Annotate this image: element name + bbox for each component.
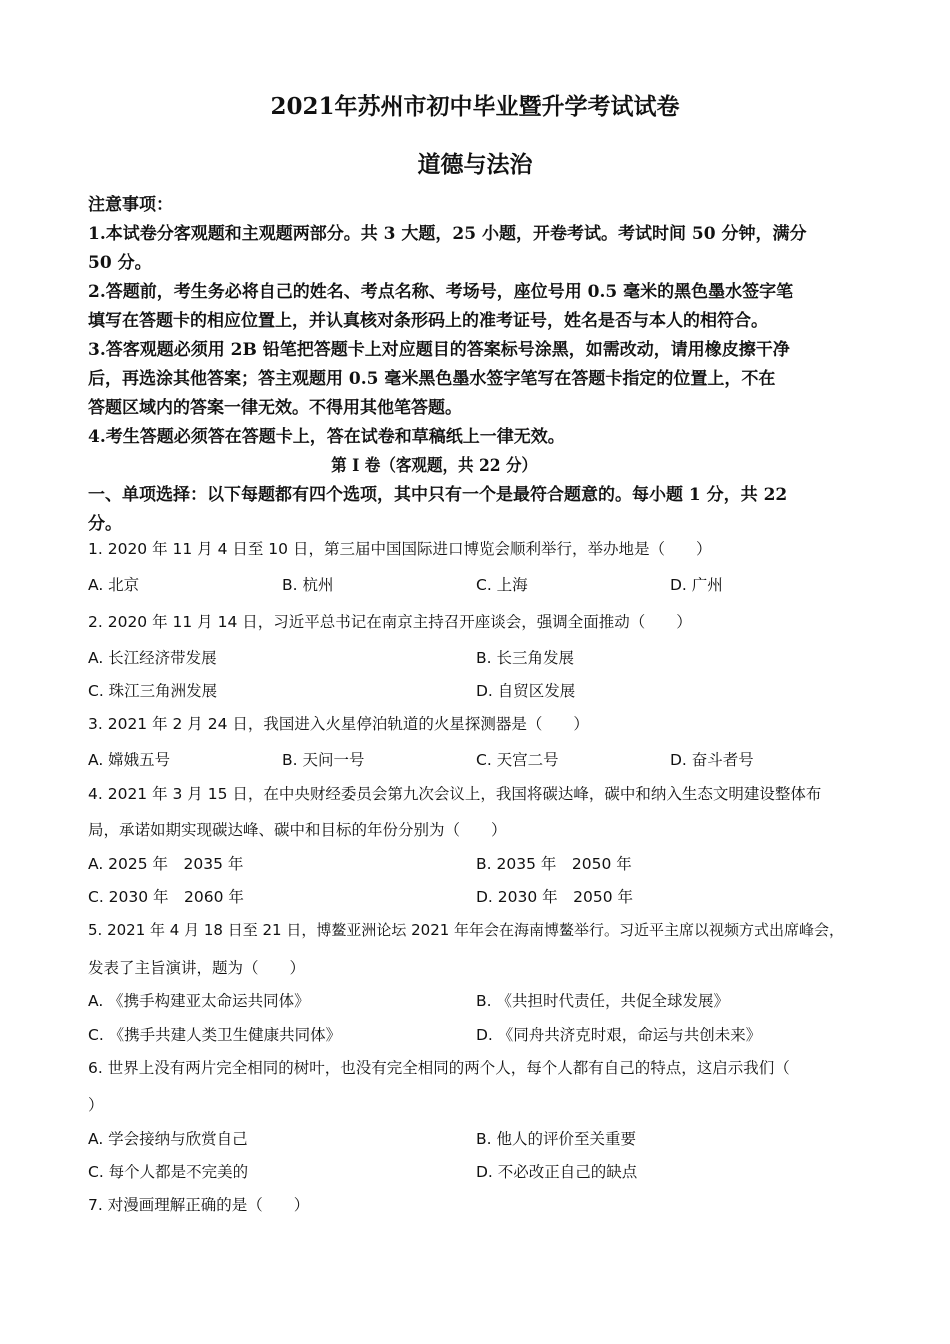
question-stem-continued: 发表了主旨演讲，题为（ ） [88, 959, 306, 977]
option-b: B. 长三角发展 [476, 649, 574, 667]
notice-heading: 注意事项： [88, 195, 173, 215]
option-c: C. 《携手共建人类卫生健康共同体》 [88, 1026, 342, 1044]
option-d: D. 不必改正自己的缺点 [476, 1163, 638, 1181]
option-d: D. 2030 年 2050 年 [476, 888, 634, 906]
option-a: A. 嫦娥五号 [88, 751, 171, 769]
option-d: D. 自贸区发展 [476, 682, 576, 700]
notice-line: 填写在答题卡的相应位置上，并认真核对条形码上的准考证号，姓名是否与本人的相符合。 [88, 311, 768, 331]
option-b: B. 《共担时代责任，共促全球发展》 [476, 992, 729, 1010]
question-stem: 4. 2021 年 3 月 15 日，在中央财经委员会第九次会议上，我国将碳达峰，碳中和纳入生态文明建设整体布 [88, 785, 822, 803]
question-stem: 2. 2020 年 11 月 14 日，习近平总书记在南京主持召开座谈会，强调全面推动（ ） [88, 613, 692, 631]
option-c: C. 上海 [476, 576, 528, 594]
option-b: B. 2035 年 2050 年 [476, 855, 632, 873]
notice-line: 2.答题前，考生务必将自己的姓名、考点名称、考场号，座位号用 0.5 毫米的黑色墨水签字笔 [88, 282, 794, 302]
option-d: D. 《同舟共济克时艰，命运与共创未来》 [476, 1026, 762, 1044]
option-d: D. 奋斗者号 [670, 751, 754, 769]
question-stem: 6. 世界上没有两片完全相同的树叶，也没有完全相同的两个人，每个人都有自己的特点，这启示我们（ [88, 1059, 790, 1077]
option-c: C. 珠江三角洲发展 [88, 682, 218, 700]
notice-line: 答题区域内的答案一律无效。不得用其他笔答题。 [88, 398, 462, 418]
question-stem: 1. 2020 年 11 月 4 日至 10 日，第三届中国国际进口博览会顺利举行，举办地是（ ） [88, 540, 712, 558]
option-a: A. 北京 [88, 576, 140, 594]
option-a: A. 《携手构建亚太命运共同体》 [88, 992, 310, 1010]
option-a: A. 学会接纳与欣赏自己 [88, 1130, 248, 1148]
question-stem: 7. 对漫画理解正确的是（ ） [88, 1196, 310, 1214]
exam-title: 2021年苏州市初中毕业暨升学考试试卷 [270, 93, 680, 120]
notice-line: 1.本试卷分客观题和主观题两部分。共 3 大题，25 小题，开卷考试。考试时间 50 分钟，满分 [88, 224, 807, 244]
notice-line: 4.考生答题必须答在答题卡上，答在试卷和草稿纸上一律无效。 [88, 427, 565, 447]
option-c: C. 天宫二号 [476, 751, 559, 769]
question-stem: 3. 2021 年 2 月 24 日，我国进入火星停泊轨道的火星探测器是（ ） [88, 715, 589, 733]
option-b: B. 天问一号 [282, 751, 365, 769]
option-b: B. 他人的评价至关重要 [476, 1130, 636, 1148]
section-instruction: 一、单项选择：以下每题都有四个选项，其中只有一个是最符合题意的。每小题 1 分，共 22 [88, 485, 788, 505]
notice-line: 3.答客观题必须用 2B 铅笔把答题卡上对应题目的答案标号涂黑，如需改动，请用橡皮擦干净 [88, 340, 790, 360]
option-a: A. 2025 年 2035 年 [88, 855, 244, 873]
question-stem-continued: 局，承诺如期实现碳达峰、碳中和目标的年份分别为（ ） [88, 821, 507, 839]
notice-line: 50 分。 [88, 253, 152, 273]
option-c: C. 2030 年 2060 年 [88, 888, 244, 906]
question-stem-continued: ） [88, 1096, 104, 1114]
option-a: A. 长江经济带发展 [88, 649, 217, 667]
section-title: 第 Ⅰ 卷（客观题，共 22 分） [331, 456, 538, 476]
subject-title: 道德与法治 [417, 151, 533, 178]
section-instruction: 分。 [88, 514, 122, 534]
notice-line: 后，再选涂其他答案；答主观题用 0.5 毫米黑色墨水签字笔写在答题卡指定的位置上，不在 [88, 369, 776, 389]
question-stem: 5. 2021 年 4 月 18 日至 21 日，博鳌亚洲论坛 2021 年年会在海南博鳌举行。习近平主席以视频方式出席峰会， [88, 921, 845, 939]
option-d: D. 广州 [670, 576, 723, 594]
option-b: B. 杭州 [282, 576, 334, 594]
option-c: C. 每个人都是不完美的 [88, 1163, 249, 1181]
